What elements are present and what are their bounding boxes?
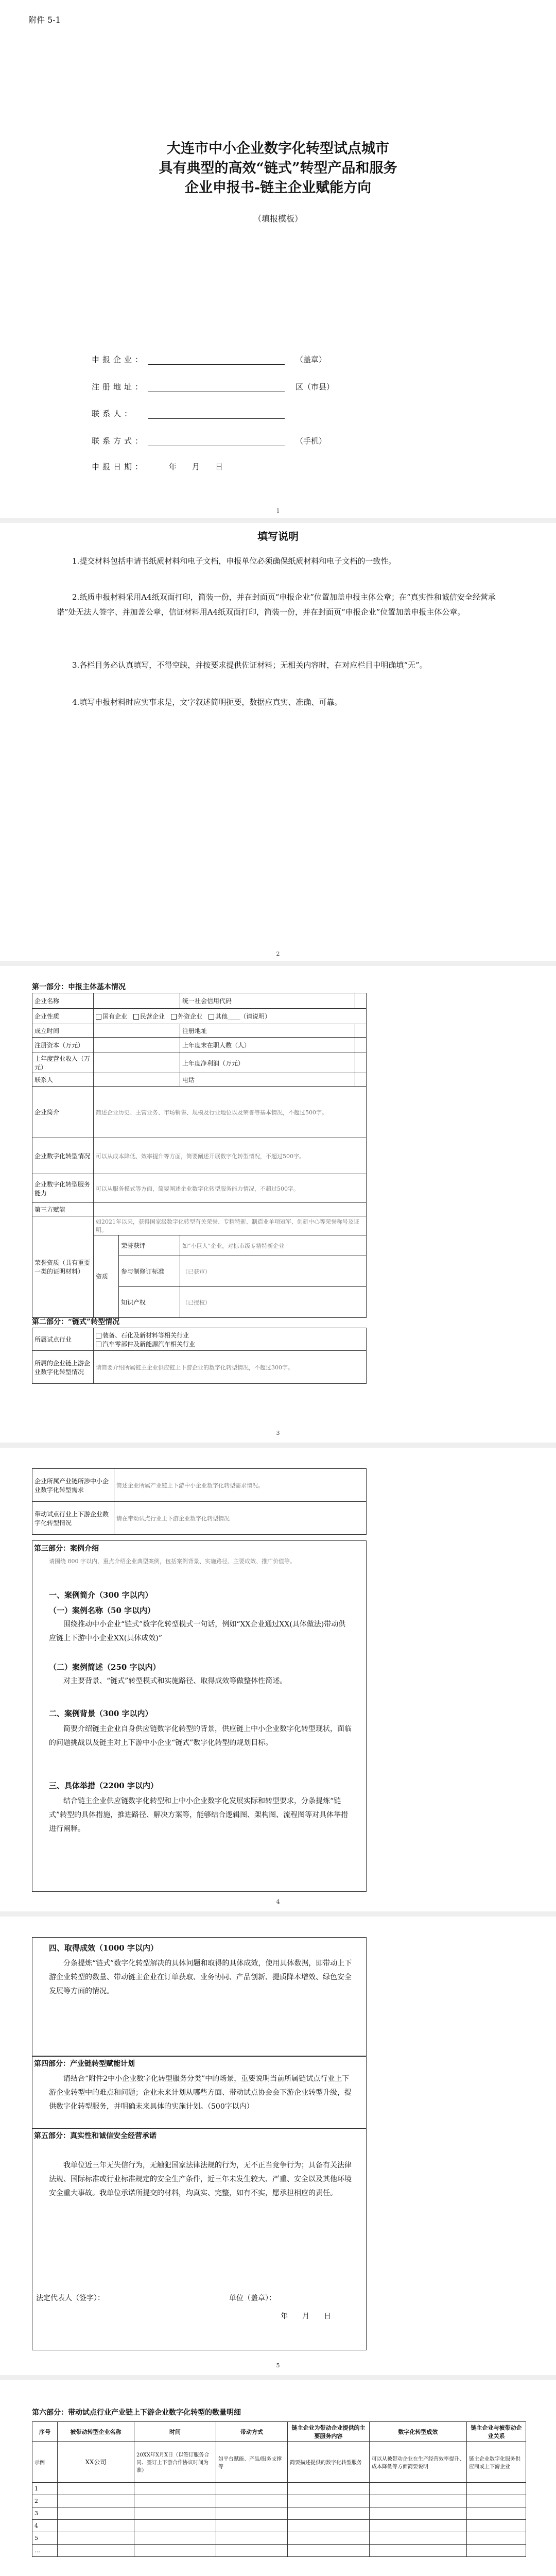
checkbox[interactable] [171,1014,177,1020]
pledge-date: 年 月 日 [281,2312,331,2320]
cell-value[interactable] [94,1038,180,1053]
cell-value[interactable] [94,1024,180,1038]
table-cell: 简要描述提供的数字化转型服务 [288,2442,370,2483]
table-cell: 链主企业数字化服务供应商或上下游企业 [467,2442,526,2483]
cell-label: 企业数字化转型服务能力 [32,1174,94,1203]
table-row[interactable] [32,2532,526,2545]
cell-label: 注册资本（万元） [32,1038,94,1053]
case-heading: 三、具体举措（2200 字以内） [49,1781,158,1790]
page-detail [0,2380,556,2576]
instruction-paragraph: 1.提交材料包括申请书纸质材料和电子文档，申报单位必须确保纸质材料和电子文档的一致性。 [72,556,396,566]
table-row[interactable] [32,2495,526,2507]
cell-label: 企业性质 [32,1009,94,1024]
instruction-paragraph: 2.纸质申报材料采用A4纸双面打印，简装一份，并在封面页“申报企业”位置加盖申报主体公章；在“真实性和诚信安全经营承诺”处无法人签字、并加盖公章，信证材料用A4纸双面打印，简装一份，并在封面页“申报企业”位置加盖申报主体公章。 [57,592,496,617]
case-hint: 请围绕 800 字以内，重点介绍企业典型案例，包括案例背景、实施路径、主要成效、推广价值等。 [49,1558,296,1565]
annex-label: 附件 5-1 [28,15,61,25]
checkbox[interactable] [96,1342,101,1347]
basic-info-table [32,993,367,1318]
instructions-heading: 填写说明 [257,530,299,543]
page-number: 1 [276,507,280,514]
option-label: 装备、石化及新材料等相关行业 [102,1331,189,1339]
cell-label: 企业所属产业链所涉中小企业数字化转型需求 [32,1469,114,1502]
field-date [92,460,462,474]
field-phone [92,434,462,449]
page-number: 5 [276,2362,280,2369]
award-value[interactable]: 如“小巨人”企业，对标市级专精特新企业 [180,1235,367,1256]
cell-value[interactable] [355,1073,367,1087]
cell-hint[interactable]: 可以从服务模式等方面，简要阐述企业数字化转型服务能力情况，不超过500字。 [94,1174,367,1203]
cell-hint[interactable]: 可以从成本降低、效率提升等方面，简要阐述开展数字化转型情况，不超过500字。 [94,1138,367,1174]
checkbox[interactable] [133,1014,139,1020]
cell-hint[interactable]: 请简要介绍所属链主企业供应链上下游企业的数字化转型情况，不超过300字。 [94,1351,367,1384]
title-line: 大连市中小企业数字化转型试点城市 [167,141,389,157]
table-cell: 如平台赋能、产品/服务支撑等 [216,2442,288,2483]
table-cell: 示例 [32,2442,58,2483]
page-case [0,1448,556,1911]
field-line[interactable] [148,418,285,419]
award-key: 知识产权 [119,1287,180,1318]
case-subheading: （二）案例简述（250 字以内） [49,1663,161,1672]
field-suffix: （盖章） [296,355,327,364]
instruction-paragraph: 3.各栏目务必认真填写，不得空缺，并按要求提供佐证材料；无相关内容时，在对应栏目中明确填“无”。 [72,660,427,670]
option-label: 其他 [215,1013,228,1020]
table-cell: 20XX年X月X日（以签订服务合同、签订上下游合作协议时间为准） [134,2442,216,2483]
detail-table [32,2421,526,2557]
title-line: 企业申报书-链主企业赋能方向 [184,180,372,196]
option-label: 汽车零部件及新能源汽车相关行业 [102,1340,196,1348]
award-key: 参与制修订标准 [119,1256,180,1287]
cell-value[interactable] [94,993,180,1009]
legal-rep-signature[interactable]: 法定代表人（签字）： [36,2294,105,2302]
checkbox[interactable] [208,1014,214,1020]
case-heading: 一、案例简介（300 字以内） [49,1590,153,1600]
page-separator [0,518,556,523]
page-separator [0,961,556,966]
section-heading: 第三部分：案例介绍 [34,1545,99,1553]
page-instructions [0,523,556,961]
field-suffix: （手机） [296,436,327,446]
cell-value[interactable] [355,1053,367,1073]
case-text: 对主要背景、“链式”转型模式和实施路径、取得成效等做整体性简述。 [63,1677,287,1685]
table-header: 序号 [32,2422,58,2442]
field-suffix: 区（市县） [296,382,335,392]
plan-text: 请结合“附件2中小企业数字化转型服务分类”中的场景，重要说明当前所属链试点行业上下游企业转型中的难点和问题；企业未来计划从哪些方面、带动试点协会会下游企业转型升级，提供数字化转型服务，并明确未来具体的实施计划。（500字以内） [49,2075,352,2111]
pilot-options[interactable] [94,1328,367,1351]
demand-table [32,1468,367,1535]
cell-label: 荣誉资质（具有重要一类的证明材料） [32,1216,94,1318]
table-row[interactable] [32,2507,526,2520]
page-separator [0,1443,556,1448]
page-number: 2 [276,951,280,957]
cell-label: 企业名称 [32,993,94,1009]
table-cell: XX公司 [58,2442,134,2483]
table-header: 带动方式 [216,2422,288,2442]
cell-value[interactable] [94,1203,367,1216]
table-row[interactable] [32,2483,526,2495]
cell-label: 企业数字化转型情况 [32,1138,94,1174]
cell-label: 所属的企业链上游企业数字化转型情况 [32,1351,94,1384]
table-row[interactable] [32,2545,526,2557]
section-heading: 第五部分：真实性和诚信安全经营承诺 [34,2132,157,2140]
page-basic-info [0,966,556,1443]
field-line[interactable] [148,364,285,365]
cell-label: 注册地址 [180,1024,355,1038]
award-value[interactable]: （已授权） [180,1287,367,1318]
table-header: 链主企业与被带动企业关系 [467,2422,526,2442]
page-number: 4 [276,1899,280,1905]
checkbox[interactable] [96,1333,101,1338]
cell-label: 企业简介 [32,1087,94,1138]
cell-label: 电话 [180,1073,355,1087]
pledge-text: 我单位近三年无失信行为，无触犯国家法律法规的行为，无不正当竞争行为；具备有关法律法规、国际标准或行业标准规定的安全生产条件，近三年未发生较大、严重、安全以及其他环境安全重大事故。我单位承诺所提交的材料，均真实、完整，如有不实，愿承担相应的责任。 [49,2161,352,2197]
cell-hint[interactable]: 请在带动试点行业上下游企业数字化转型情况 [114,1502,367,1535]
row-number: 2 [32,2495,58,2507]
field-company [92,353,462,367]
chain-table [32,1328,367,1384]
case-text: 结合链主企业供应链数字化转型和上中小企业数字化发展实际和转型要求，分条提炼“链式”转型的具体措施，推进路径、解决方案等，能够结合逻辑图、架构图、流程图等对具体举措进行阐释。 [49,1797,349,1833]
cell-label: 上年度末在职人数（人） [180,1038,355,1053]
field-contact [92,407,462,421]
option-label: 外资企业 [178,1013,203,1020]
field-label: 注册地址： [92,382,146,392]
section-heading: 第四部分：产业链转型赋能计划 [34,2060,135,2068]
table-header: 链主企业为带动企业提供的主要服务内容 [288,2422,370,2442]
cell-label: 带动试点行业上下游企业数字化转型情况 [32,1502,114,1535]
cell-label: 资质 [94,1235,119,1318]
cell-hint: 如2021年以来，获得国家级数字化转型有关荣誉、专精特新、制造业单项冠军、创新中心等荣誉称号及证明。 [94,1216,367,1235]
page-separator [0,2375,556,2380]
table-header: 被带动转型企业名称 [58,2422,134,2442]
cell-value[interactable] [355,1024,367,1038]
cell-label: 联系人 [32,1073,94,1087]
case-text: 简要介绍链主企业自身供应链数字化转型的背景，供应链上中小企业数字化转型现状，面临的问题挑战以及链主对上下游中小企业“链式”数字化转型的规划目标。 [49,1725,352,1747]
cell-value[interactable] [355,1038,367,1053]
award-value[interactable]: （已获审） [180,1256,367,1287]
cell-label: 所属试点行业 [32,1328,94,1351]
field-suffix: 年 月 日 [169,462,223,471]
page-number: 3 [276,1430,280,1436]
table-header: 数字化转型成效 [370,2422,467,2442]
row-number: … [32,2545,58,2557]
cell-value[interactable] [94,1053,180,1073]
case-heading: 二、案例背景（300 字以内） [49,1709,153,1718]
field-label: 申报日期： [92,462,146,471]
case-text: 围绕推动中小企业“链式”数字化转型模式一句话，例如“XX企业通过XX(具体做法)带动供应链上下游中小企业XX(具体成效)” [49,1620,346,1642]
field-label: 联系方式： [92,436,146,446]
award-key: 荣誉获评 [119,1235,180,1256]
option-label: 民营企业 [140,1013,165,1020]
field-address [92,380,462,395]
table-row[interactable] [32,2520,526,2532]
field-label: 联系人： [92,409,135,418]
page-separator [0,1911,556,1917]
title-line: 具有典型的高效“链式”转型产品和服务 [159,160,397,176]
page-title [72,139,484,198]
case-subheading: （一）案例名称（50 字以内） [49,1606,155,1615]
cell-value[interactable] [94,1073,180,1087]
cell-hint[interactable]: 简述企业所属产业链上下游中小企业数字化转型需求情况。 [114,1469,367,1502]
field-label: 申报企业： [92,355,146,364]
row-number: 3 [32,2507,58,2520]
section-heading: 第六部分：带动试点行业产业链上下游企业数字化转型的数量明细 [32,2409,241,2417]
table-row [32,2442,526,2483]
cell-label: 上年度营业收入（万元） [32,1053,94,1073]
case-text: 分条提炼“链式”数字化转型解决的具体问题和取得的具体成效，使用具体数据，即带动上下游企业转型的数量、带动链主企业在订单获取、业务协同、产品创新、提质降本增效、绿色安全发展等方面的情况。 [49,1959,352,1995]
unit-stamp[interactable]: 单位（盖章）： [229,2294,276,2302]
cell-label: 成立时间 [32,1024,94,1038]
instruction-paragraph: 4.填写申报材料时应实事求是，文字叙述简明扼要，数据应真实、准确、可靠。 [72,698,342,707]
cell-value[interactable] [355,993,367,1009]
page-cover [0,0,556,518]
subtitle: （填报模板） [253,214,303,224]
cell-label: 上年度净利润（万元） [180,1053,355,1073]
cell-hint[interactable]: 简述企业历史、主营业务、市场销售、规模及行业地位以及荣誉等基本情况，不超过500字。 [94,1087,367,1138]
row-number: 1 [32,2483,58,2495]
table-cell: 可以从被带动企业在生产经营效率提升、成本降低等方面简要说明 [370,2442,467,2483]
table-header: 时间 [134,2422,216,2442]
checkbox[interactable] [96,1014,101,1020]
row-number: 5 [32,2532,58,2545]
nature-options[interactable]: 国有企业 民营企业 外资企业 其他____（请说明） [94,1009,367,1024]
cell-label: 第三方赋能 [32,1203,94,1216]
cell-label: 统一社会信用代码 [180,993,355,1009]
option-note: （请说明） [240,1013,271,1020]
section-heading: 第一部分：申报主体基本情况 [32,983,126,991]
row-number: 4 [32,2520,58,2532]
page-results [0,1917,556,2375]
option-label: 国有企业 [102,1013,128,1020]
section-heading: 第二部分：“链式”转型情况 [32,1318,120,1326]
case-heading: 四、取得成效（1000 字以内） [49,1943,158,1953]
